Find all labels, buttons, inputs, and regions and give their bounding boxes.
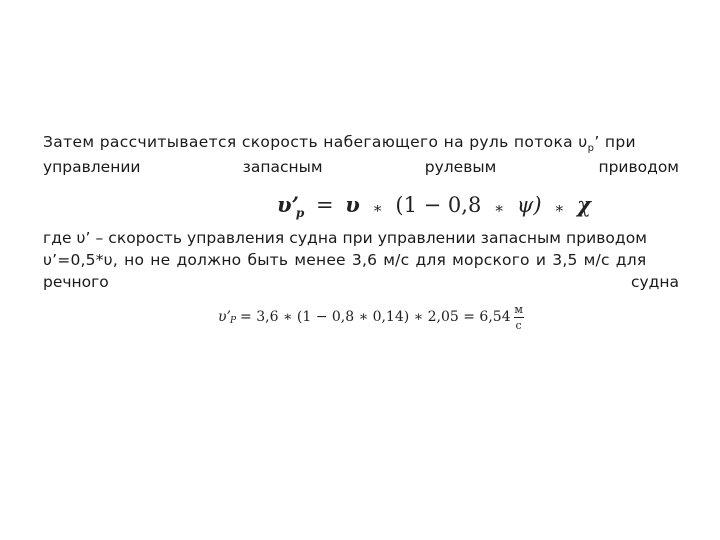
- formula-v: υ: [345, 192, 360, 217]
- calc-unit-denominator: с: [515, 318, 522, 332]
- paragraph-intro: [43, 131, 679, 178]
- calc-lhs-var: υ’: [218, 309, 231, 325]
- paragraph-definition-line-2: υ’=0,5*υ, но не должно быть менее 3,6 м/с для морского и 3,5 м/с для: [43, 251, 647, 269]
- formula-mul: ∗: [372, 199, 383, 217]
- word: речного: [43, 273, 109, 291]
- paragraph-definition-line-1: где υ’ – скорость управления судна при управлении запасным приводом: [43, 229, 647, 247]
- formula-mul: ∗: [554, 199, 565, 217]
- word: приводом: [598, 158, 679, 176]
- word: судна: [630, 273, 679, 291]
- paragraph-intro-line-1: [43, 131, 679, 156]
- formula-psi: ψ): [516, 193, 542, 217]
- paragraph-intro-line-2: [43, 156, 679, 178]
- paragraph-definition: [43, 227, 679, 293]
- formula-mul: ∗: [494, 199, 505, 217]
- intro-subscript: р: [587, 143, 595, 154]
- intro-text: Затем рассчитывается скорость набегающего на руль потока υ: [43, 133, 588, 151]
- formula-lhs-sub: р: [295, 206, 305, 220]
- word: запасным: [242, 158, 323, 176]
- intro-text-end: ’ при: [594, 133, 636, 151]
- calc-unit-numerator: м: [514, 302, 523, 316]
- paragraph-definition-line-3: [43, 271, 679, 293]
- calc-unit-fraction: [514, 303, 524, 332]
- formula-lhs-var: υ’: [277, 192, 299, 217]
- calc-lhs-sub: Р: [229, 316, 237, 326]
- formula-velocity: [277, 188, 591, 222]
- formula-calculation: [218, 297, 524, 337]
- word: рулевым: [424, 158, 497, 176]
- formula-eq: =: [315, 193, 334, 217]
- calc-expression: = 3,6 ∗ (1 − 0,8 ∗ 0,14) ∗ 2,05 = 6,54: [240, 309, 511, 325]
- word: управлении: [43, 158, 141, 176]
- fraction-bar: [514, 317, 524, 318]
- formula-open: (1 − 0,8: [395, 193, 482, 217]
- formula-chi: χ: [577, 192, 591, 217]
